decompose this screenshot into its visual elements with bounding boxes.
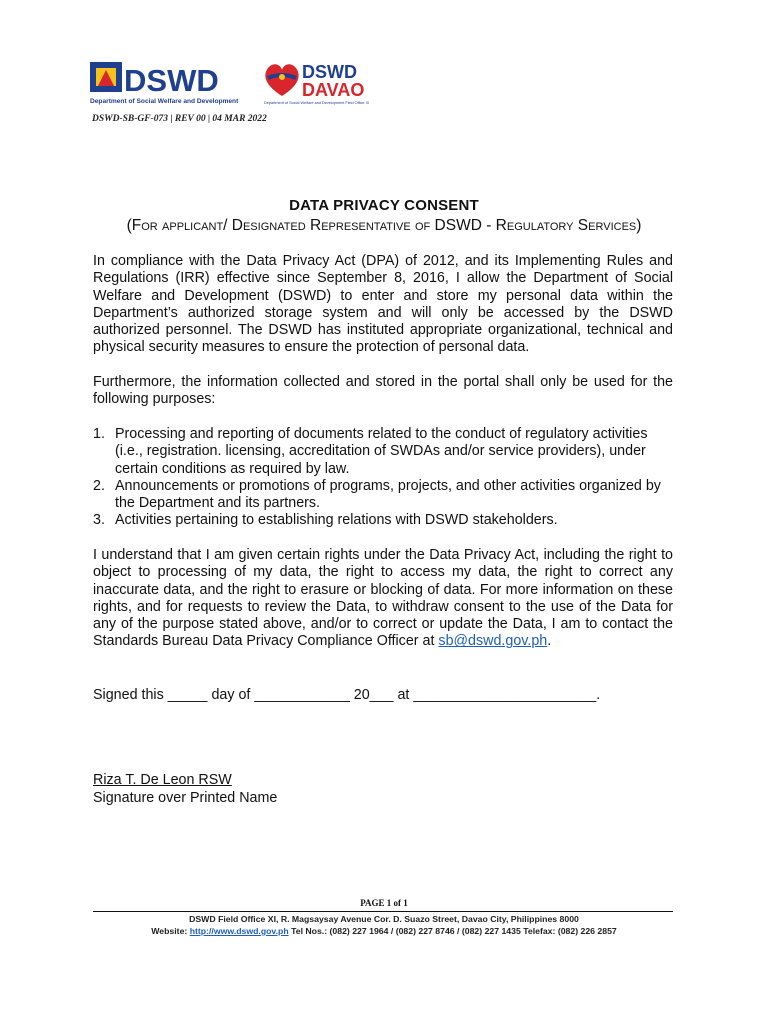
rights-text-end: . xyxy=(547,633,552,650)
document-title: DATA PRIVACY CONSENT xyxy=(289,197,479,214)
davao-logo-line1: DSWD xyxy=(302,62,357,82)
rights-paragraph xyxy=(93,547,673,651)
list-item-number: 1. xyxy=(93,426,105,442)
footer-contact xyxy=(0,926,768,936)
list-item xyxy=(93,426,663,478)
footer-address: DSWD Field Office XI, R. Magsaysay Avenue Cor. D. Suazo Street, Davao City, Philippines 8000 xyxy=(189,914,579,924)
list-item-number: 2. xyxy=(93,477,105,494)
dswd-logo-text: DSWD xyxy=(124,63,219,98)
document-subtitle: (For applicant/ Designated Representative of DSWD - Regulatory Services) xyxy=(126,217,642,234)
footer-divider xyxy=(93,911,673,912)
form-code: DSWD-SB-GF-073 | REV 00 | 04 MAR 2022 xyxy=(92,114,267,124)
list-item-text: Activities pertaining to establishing relations with DSWD stakeholders. xyxy=(115,512,558,529)
dswd-logo xyxy=(90,60,252,106)
page-number: PAGE 1 of 1 xyxy=(360,898,408,908)
heart-emblem-icon xyxy=(265,64,298,96)
list-item-number: 3. xyxy=(93,512,105,529)
list-item-text: Processing and reporting of documents related to the conduct of regulatory activities (i.e., registration. licensing, accreditation of SWDAs and/or service providers), under certain conditions as required by law. xyxy=(115,426,648,477)
dswd-logo-tagline: Department of Social Welfare and Development xyxy=(90,98,239,105)
davao-logo-line2: DAVAO xyxy=(302,80,365,100)
email-link[interactable]: sb@dswd.gov.ph xyxy=(438,633,548,650)
signed-date-line: Signed this _____ day of ____________ 20___ at _______________________. xyxy=(93,687,601,703)
dswd-davao-logo xyxy=(262,58,392,108)
list-item xyxy=(93,478,663,513)
list-item xyxy=(93,512,663,529)
purposes-list xyxy=(93,426,663,530)
davao-logo-tagline: Department of Social Welfare and Development Field Office XI xyxy=(264,101,370,105)
website-label: Website: xyxy=(151,926,188,936)
website-link[interactable]: http://www.dswd.gov.ph xyxy=(189,926,289,936)
rights-text: I understand that I am given certain rights under the Data Privacy Act, including the right to object to processing of my data, the right to access my data, the right to correct any inaccurate data, and the right to erasure or blocking of data. For more information on these rights, and for requests to review the Data, to withdraw consent to the use of the Data for any of the purpose stated above, and/or to correct or update the Data, I am to contact the Standards Bureau Data Privacy Compliance Officer at xyxy=(93,547,673,650)
dswd-emblem-icon xyxy=(91,63,121,91)
compliance-paragraph: In compliance with the Data Privacy Act (DPA) of 2012, and its Implementing Rules and Regulations (IRR) effective since September 8, 2016, I allow the Department of Social Welfare and Development (DSWD) to enter and store my personal data within the Department’s authorized storage system and will only be accessed by the DSWD authorized personnel. The DSWD has instituted appropriate organizational, technical and physical security measures to ensure the protection of personal data. xyxy=(93,253,673,356)
contact-numbers: Tel Nos.: (082) 227 1964 / (082) 227 8746 / (082) 227 1435 Telefax: (082) 226 2857 xyxy=(291,926,617,936)
list-item-text: Announcements or promotions of programs, projects, and other activities organized by the Department and its partners. xyxy=(115,477,661,512)
purposes-intro-paragraph: Furthermore, the information collected and stored in the portal shall only be used for the following purposes: xyxy=(93,374,673,408)
signature-caption: Signature over Printed Name xyxy=(93,790,278,806)
signatory-name: Riza T. De Leon RSW xyxy=(93,772,232,788)
